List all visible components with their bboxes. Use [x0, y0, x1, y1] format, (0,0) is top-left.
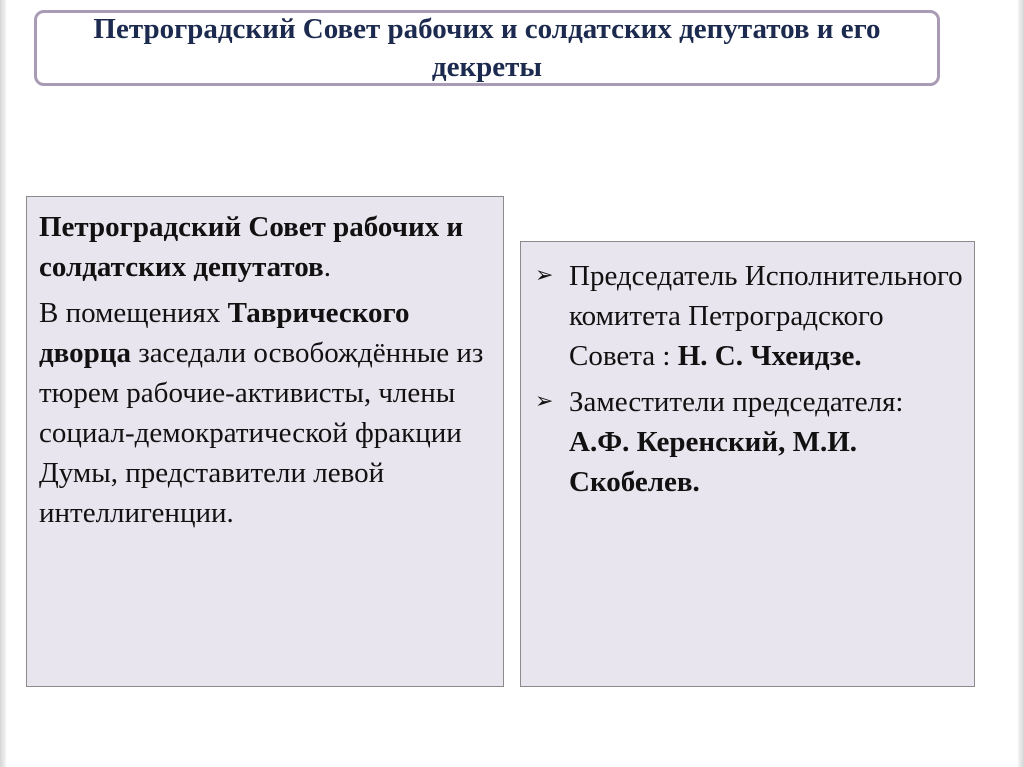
left-paragraph-1 [39, 207, 491, 287]
para2-text-end: заседали освобождённые из тюрем рабочие-активисты, члены социал-демократической фракции Думы, представители левой интеллигенции. [39, 337, 484, 529]
left-text-box [26, 196, 504, 687]
arrowhead-bullet-icon: ➢ [535, 263, 554, 288]
para2-text-start: В помещениях [39, 297, 228, 329]
council-name-period: . [323, 251, 331, 283]
left-paragraph-2 [39, 293, 491, 533]
title-box [34, 10, 940, 86]
bullet-text [569, 256, 964, 376]
deputies-names-bold: А.Ф. Керенский, М.И. Скобелев. [569, 426, 858, 498]
arrowhead-bullet-icon: ➢ [535, 389, 554, 414]
right-edge-shadow [1018, 0, 1024, 767]
chairman-name-bold: Н. С. Чхеидзе. [677, 340, 862, 372]
slide-title: Петроградский Совет рабочих и солдатских депутатов и его декреты [93, 13, 881, 83]
chairman-label: Председатель Исполнительного комитета Петроградского Совета : [569, 260, 963, 372]
bullet-text [569, 382, 964, 502]
left-edge-shadow [0, 0, 6, 767]
bullet-item-deputies [535, 382, 964, 502]
tauride-palace-bold: Таврического дворца [39, 297, 410, 369]
council-name-bold: Петроградский Совет рабочих и солдатских депутатов [39, 211, 464, 283]
deputies-label: Заместители председателя: [569, 386, 904, 418]
right-text-box [520, 241, 975, 687]
bullet-item-chairman [535, 256, 964, 376]
